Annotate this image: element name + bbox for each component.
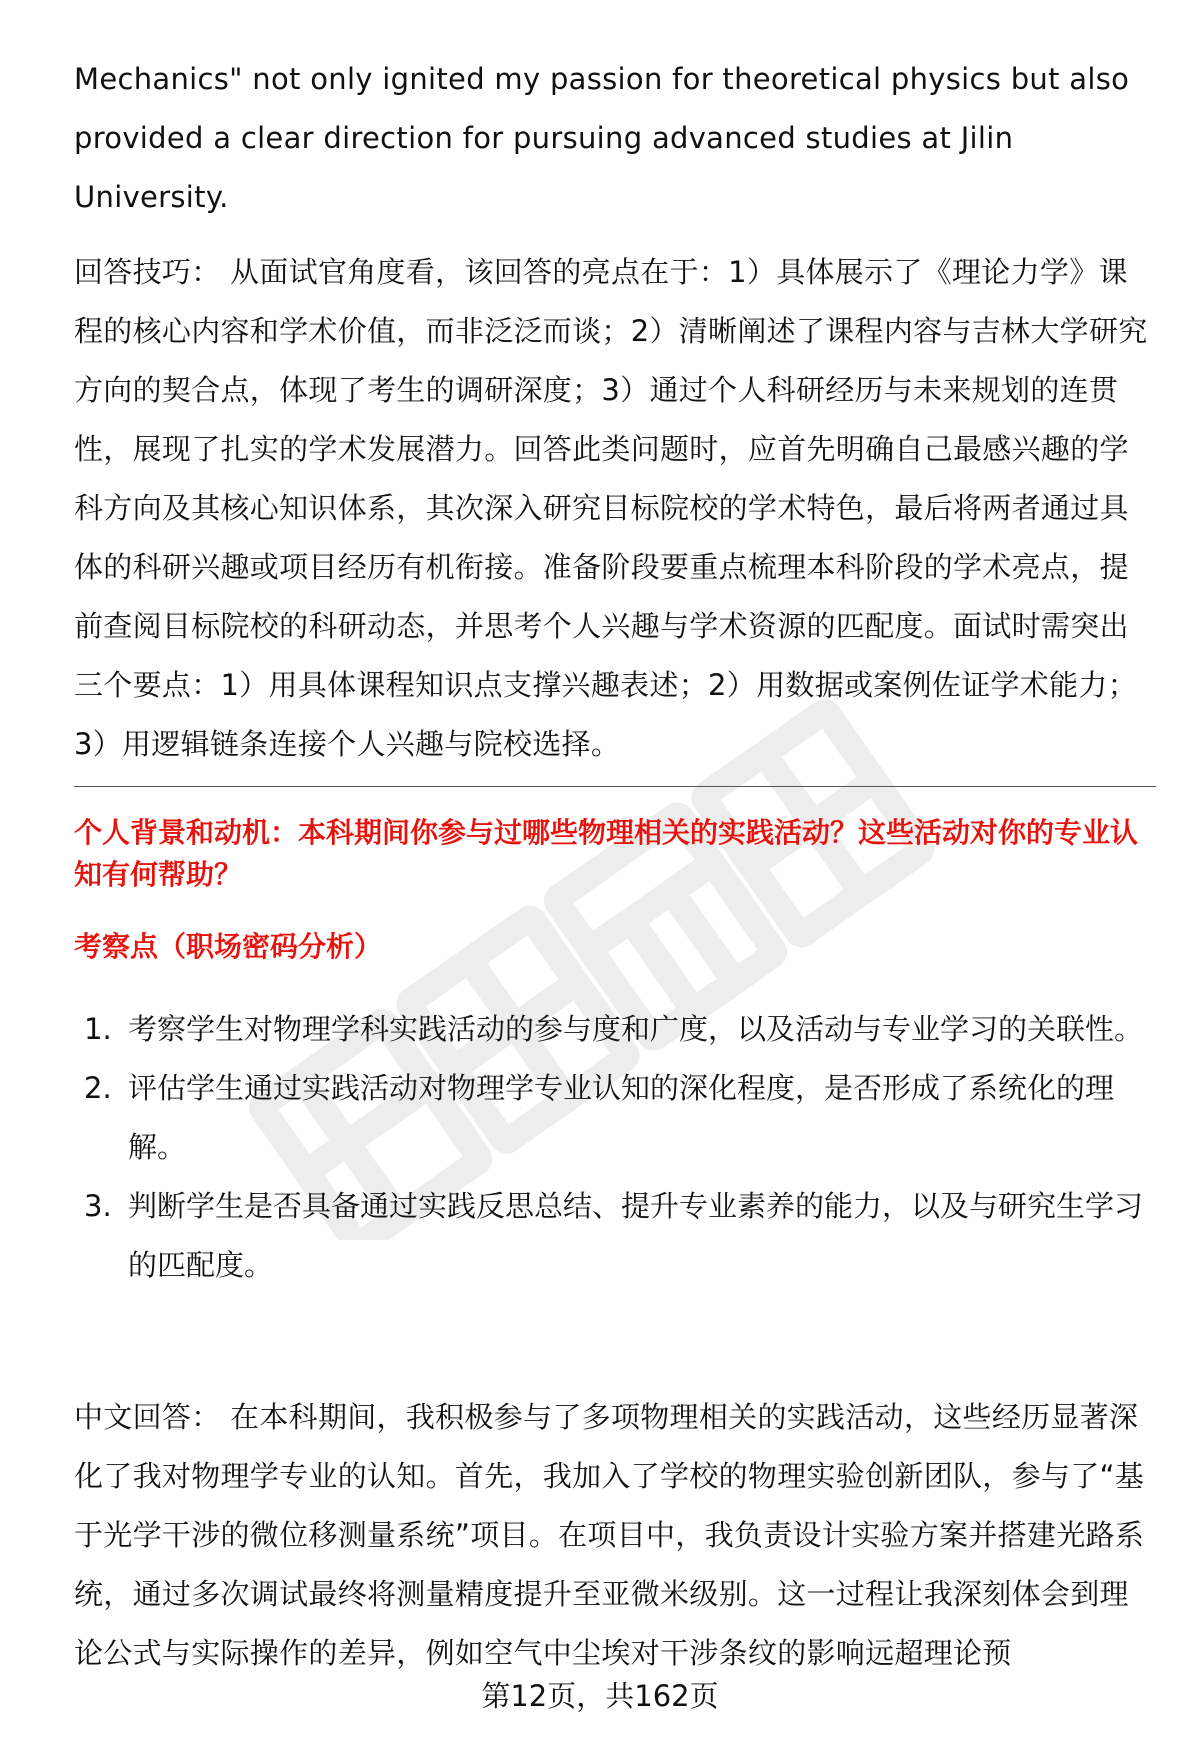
assessment-points-heading: 考察点（职场密码分析） <box>74 930 383 963</box>
list-item-text: 判断学生是否具备通过实践反思总结、提升专业素养的能力，以及与研究生学习的匹配度。 <box>128 1189 1144 1282</box>
list-item <box>74 1000 1156 1059</box>
section-divider <box>74 786 1156 787</box>
list-item <box>74 1177 1156 1295</box>
question-title: 个人背景和动机：本科期间你参与过哪些物理相关的实践活动？这些活动对你的专业认知有何帮助？ <box>74 816 1139 891</box>
top-content <box>74 50 1154 774</box>
list-item-number: 3. <box>84 1189 112 1223</box>
list-item-number: 2. <box>84 1071 112 1105</box>
assessment-points-list <box>74 1000 1156 1295</box>
answer-text: 在本科期间，我积极参与了多项物理相关的实践活动，这些经历显著深化了我对物理学专业的认知。首先，我加入了学校的物理实验创新团队，参与了“基于光学干涉的微位移测量系统”项目。在项目中，我负责设计实验方案并搭建光路系统，通过多次调试最终将测量精度提升至亚微米级别。这一过程让我深刻体会到理论公式与实际操作的差异，例如空气中尘埃对干涉条纹的影响远超理论预 <box>74 1400 1145 1670</box>
list-item-text: 考察学生对物理学科实践活动的参与度和广度，以及活动与专业学习的关联性。 <box>128 1012 1144 1046</box>
page-number-footer: 第12页，共162页 <box>481 1679 719 1713</box>
tips-paragraph <box>74 243 1154 774</box>
answer-label: 中文回答： <box>74 1400 221 1434</box>
list-item-number: 1. <box>84 1012 112 1046</box>
list-item <box>74 1059 1156 1177</box>
tips-text: 从面试官角度看，该回答的亮点在于：1）具体展示了《理论力学》课程的核心内容和学术价值，而非泛泛而谈；2）清晰阐述了课程内容与吉林大学研究方向的契合点，体现了考生的调研深度；3）通过个人科研经历与未来规划的连贯性，展现了扎实的学术发展潜力。回答此类问题时，应首先明确自己最感兴趣的学科方向及其核心知识体系，其次深入研究目标院校的学术特色，最后将两者通过具体的科研兴趣或项目经历有机衔接。准备阶段要重点梳理本科阶段的学术亮点，提前查阅目标院校的科研动态，并思考个人兴趣与学术资源的匹配度。面试时需突出三个要点：1）用具体课程知识点支撑兴趣表述；2）用数据或案例佐证学术能力；3）用逻辑链条连接个人兴趣与院校选择。 <box>74 255 1148 761</box>
list-item-text: 评估学生通过实践活动对物理学专业认知的深化程度，是否形成了系统化的理解。 <box>128 1071 1115 1164</box>
intro-paragraph: Mechanics" not only ignited my passion for theoretical physics but also provided a clear direction for pursuing advanced studies at Jilin University. <box>74 62 1130 214</box>
answer-paragraph <box>74 1388 1156 1683</box>
answer-section <box>74 1388 1156 1683</box>
tips-label: 回答技巧： <box>74 255 221 289</box>
